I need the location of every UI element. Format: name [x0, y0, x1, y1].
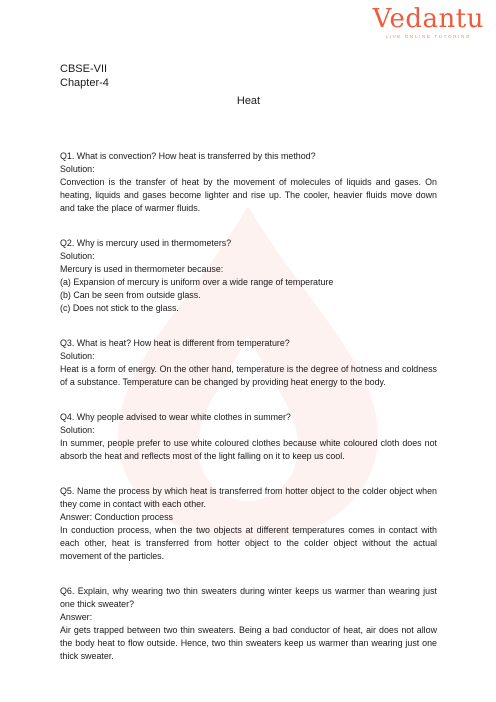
answer-text: Air gets trapped between two thin sweaters. Being a bad conductor of heat, air does not allow the body heat to flow outside. Hence, two thin sweaters keep us warmer than wearing just one thick sweater. [60, 625, 437, 661]
answer-point: (a) Expansion of mercury is uniform over a wide range of temperature [60, 277, 334, 287]
question-text: Q6. Explain, why wearing two thin sweaters during winter keeps us warmer than wearing just one thick sweater? [60, 586, 437, 609]
answer-text: Convection is the transfer of heat by the movement of molecules of liquids and gases. On heating, liquids and gases become lighter and rise up. The cooler, heavier fluids move down and take the place of warmer fluids. [60, 177, 437, 213]
answer-label: Answer: [60, 612, 93, 622]
question-block-1 [60, 150, 437, 215]
question-text: Q2. Why is mercury used in thermometers? [60, 238, 232, 248]
answer-point: (c) Does not stick to the glass. [60, 303, 179, 313]
logo-tagline: LIVE ONLINE TUTORING [385, 34, 472, 39]
page-title: Heat [236, 95, 261, 107]
vedantu-logo [373, 6, 484, 39]
answer-label: Answer: Conduction process [60, 512, 173, 522]
question-text: Q1. What is convection? How heat is transferred by this method? [60, 151, 316, 161]
solution-label: Solution: [60, 351, 95, 361]
question-block-4 [60, 411, 437, 463]
question-block-2 [60, 237, 437, 315]
logo-wordmark: Vedantu [372, 4, 484, 34]
question-block-5 [60, 485, 437, 563]
answer-text: In summer, people prefer to use white coloured clothes because white coloured cloth does not absorb the heat and reflects most of the light falling on it to keep us cool. [60, 438, 437, 461]
answer-point: (b) Can be seen from outside glass. [60, 290, 201, 300]
answer-text: Heat is a form of energy. On the other hand, temperature is the degree of hotness and coldness of a substance. Temperature can be changed by providing heat energy to the body. [60, 364, 437, 387]
question-block-3 [60, 337, 437, 389]
question-block-6 [60, 585, 437, 663]
question-text: Q4. Why people advised to wear white clothes in summer? [60, 412, 291, 422]
solution-label: Solution: [60, 425, 95, 435]
chapter-label: Chapter-4 [60, 77, 109, 89]
solution-label: Solution: [60, 251, 95, 261]
answer-text: In conduction process, when the two objects at different temperatures comes in contact with each other, heat is transferred from hotter object to the colder object without the actual movement of the particles. [60, 525, 437, 561]
solution-label: Solution: [60, 164, 95, 174]
document-page [60, 62, 437, 663]
question-text: Q3. What is heat? How heat is different from temperature? [60, 338, 290, 348]
question-text: Q5. Name the process by which heat is transferred from hotter object to the colder object when they come in contact with each other. [60, 486, 437, 509]
answer-text: Mercury is used in thermometer because: [60, 264, 224, 274]
class-label: CBSE-VII [60, 63, 108, 75]
